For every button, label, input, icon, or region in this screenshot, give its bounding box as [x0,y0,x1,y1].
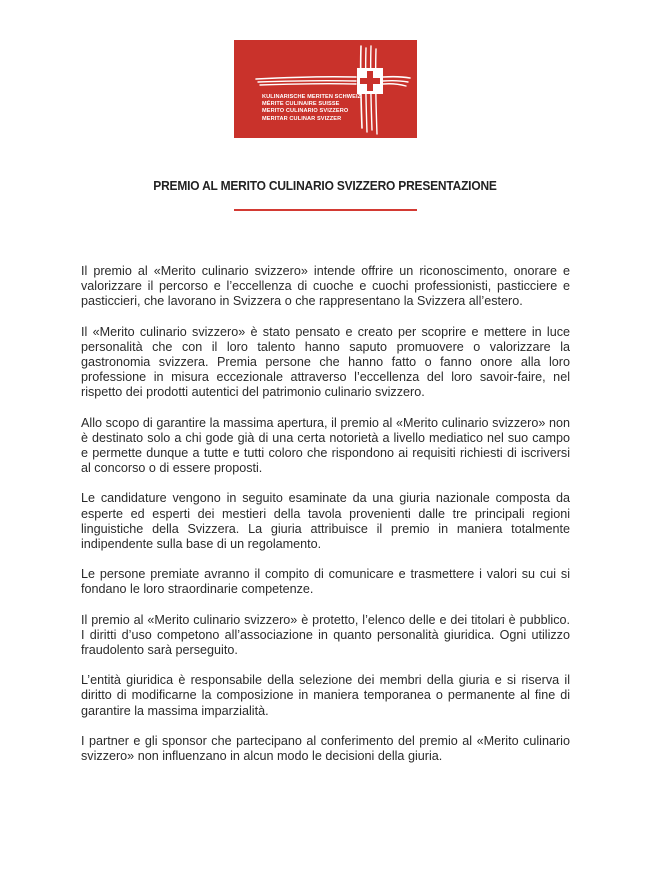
logo-line-de: KULINARISCHE MERITEN SCHWEIZ [262,94,362,100]
logo-line-fr: MÉRITE CULINAIRE SUISSE [262,101,340,108]
organization-logo [234,40,417,138]
paragraph: Il «Merito culinario svizzero» è stato pensato e creato per scoprire e mettere in luce personalità che con il loro talento hanno saputo promuovere o valorizzare la gastronomia svizzera. Premia persone che hanno fatto o fanno onore alla loro professione in misura eccezionale attraverso l’eccellenza del loro savoir-faire, nel rispetto dei prodotti autentici del patrimonio culinario svizzero. [81,324,570,400]
logo-line-it: MERITO CULINARIO SVIZZERO [262,108,349,115]
paragraph: I partner e gli sponsor che partecipano al conferimento del premio al «Merito culinario svizzero» non influenzano in alcun modo le decisioni della giuria. [81,733,570,764]
paragraph: Il premio al «Merito culinario svizzero» intende offrire un riconoscimento, onorare e valorizzare il percorso e l’eccellenza di cuoche e cuochi professionisti, pasticciere e pasticcieri, che lavorano in Svizzera o che rappresentano la Svizzera all’estero. [81,264,570,309]
logo-line-rm: MERITAR CULINAR SVIZZER [262,115,342,122]
title-divider [234,209,417,211]
logo-text [262,94,392,123]
paragraph: Il premio al «Merito culinario svizzero» è protetto, l’elenco delle e dei titolari è pubblico. I diritti d’uso competono all’associazione in quanto personalità giuridica. Ogni utilizzo fraudolento sarà perseguito. [81,612,570,658]
document-body [81,264,570,779]
paragraph: Allo scopo di garantire la massima apertura, il premio al «Merito culinario svizzero» non è destinato solo a chi gode già di una certa notorietà a livello mediatico nel suo campo e permette dunque a tutte e tutti coloro che rispondono ai requisiti richiesti di iscriversi al concorso o di essere proposti. [81,415,570,476]
paragraph: Le persone premiate avranno il compito di comunicare e trasmettere i valori su cui si fondano le loro straordinarie competenze. [81,567,570,597]
page-title: PREMIO AL MERITO CULINARIO SVIZZERO PRESENTAZIONE [153,178,497,193]
paragraph: L’entità giuridica è responsabile della selezione dei membri della giuria e si riserva il diritto di modificarne la composizione in maniera temporanea o permanente al fine di garantire la massima imparzialità. [81,673,570,718]
swiss-cross-lines-icon [234,40,417,138]
paragraph: Le candidature vengono in seguito esaminate da una giuria nazionale composta da esperte ed esperti dei mestieri della tavola provenienti dalle tre principali regioni linguistiche della Svizzera. La giuria attribuisce il premio in maniera totalmente indipendente sulla base di un regolamento. [81,491,570,552]
